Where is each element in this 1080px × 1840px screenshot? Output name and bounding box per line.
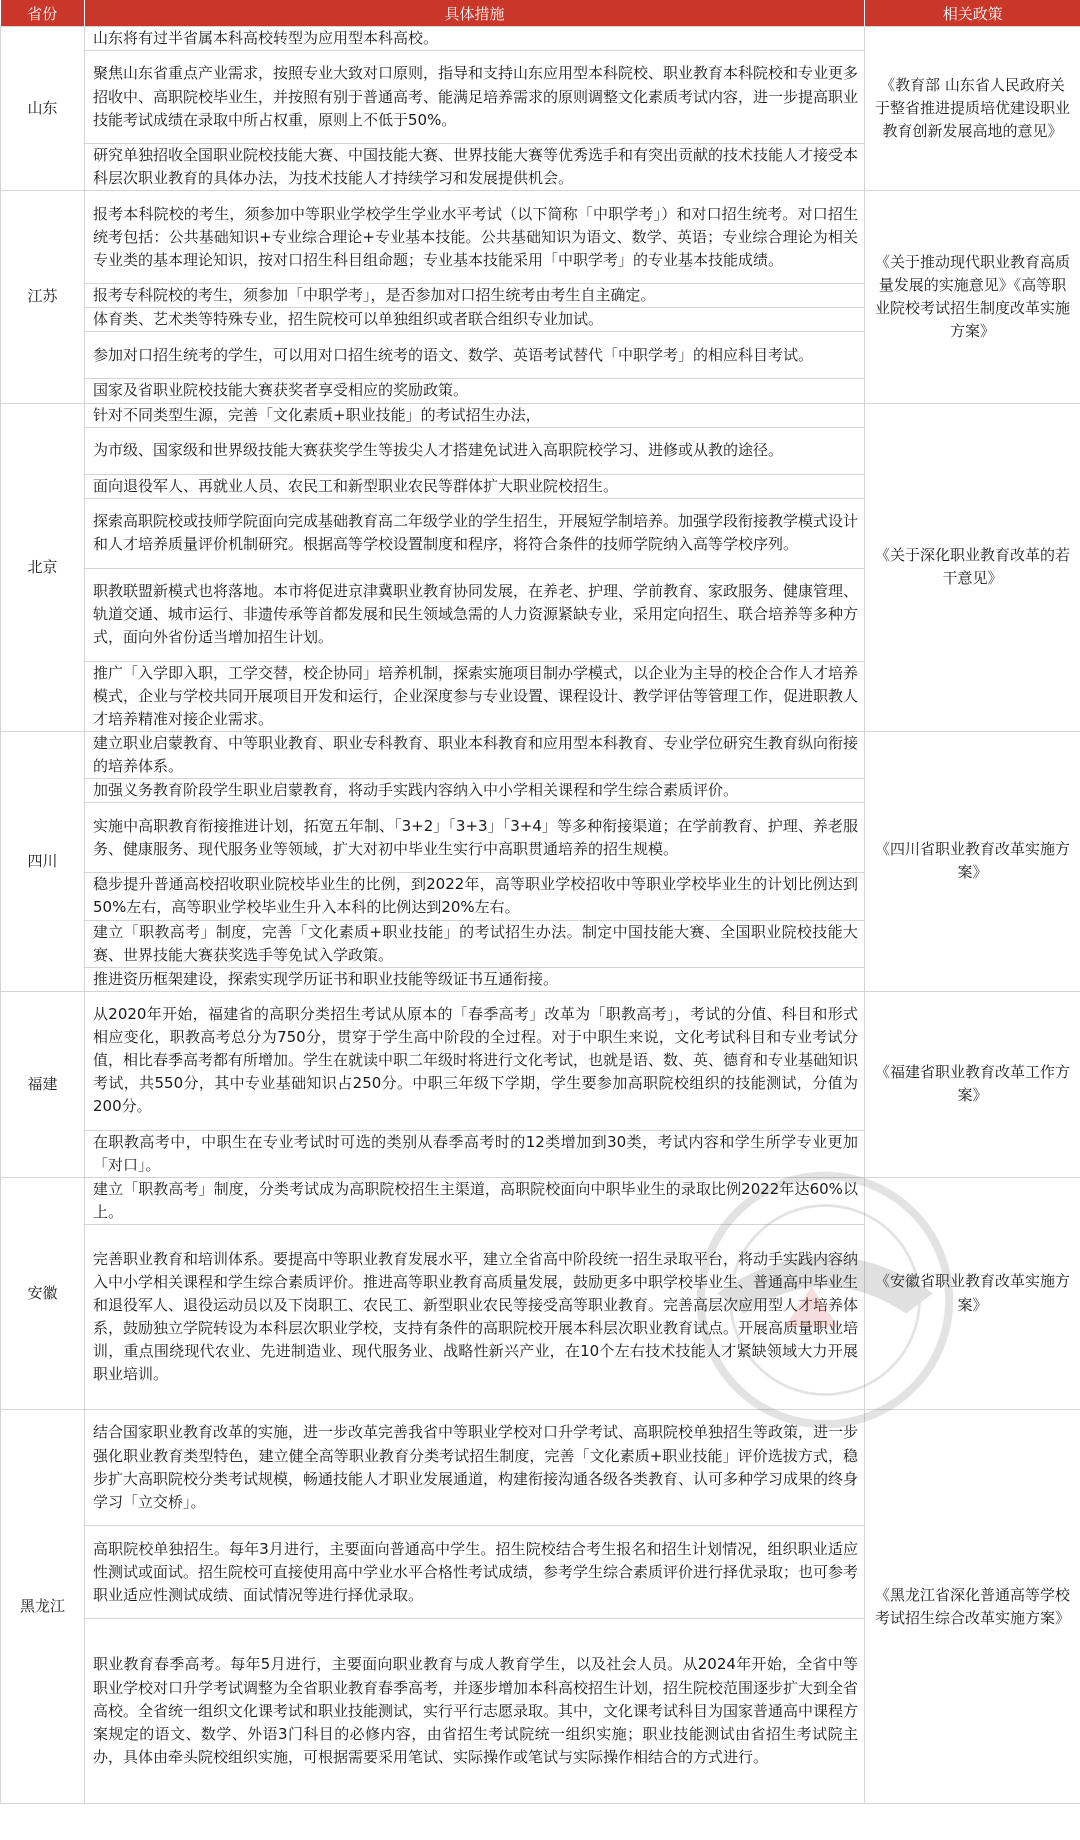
table-row (1, 191, 1080, 284)
policy-cell: 《黑龙江省深化普通高等学校考试招生综合改革实施方案》 (865, 1410, 1080, 1804)
province-cell: 四川 (1, 732, 85, 992)
table-header-row (1, 0, 1080, 27)
province-cell: 江苏 (1, 191, 85, 403)
measure-cell: 报考本科院校的考生，须参加中等职业学校学生学业水平考试（以下简称「中职学考」）和对口招生统考。对口招生统考包括：公共基础知识+专业综合理论+专业基本技能。公共基础知识为语文、数学、英语；专业综合理论为相关专业类的基本理论知识，按对口招生科目组命题；专业基本技能采用「中职学考」的专业基本技能成绩。 (85, 191, 865, 284)
measure-cell: 针对不同类型生源，完善「文化素质+职业技能」的考试招生办法， (85, 403, 865, 427)
measure-cell: 高职院校单独招生。每年3月进行，主要面向普通高中学生。招生院校结合考生报名和招生计划情况，组织职业适应性测试或面试。招生院校可直接使用高中学业水平合格性考试成绩，参考学生综合素质评价进行择优录取；也可参考职业适应性测试成绩、面试情况等进行择优录取。 (85, 1526, 865, 1619)
table-row (1, 1410, 1080, 1526)
measure-cell: 实施中高职教育衔接推进计划，拓宽五年制、「3+2」「3+3」「3+4」等多种衔接渠道；在学前教育、护理、养老服务、健康服务、现代服务业等领域，扩大对初中毕业生实行中高职贯通培养的招生规模。 (85, 803, 865, 873)
measure-cell: 加强义务教育阶段学生职业启蒙教育，将动手实践内容纳入中小学相关课程和学生综合素质评价。 (85, 779, 865, 803)
measure-cell: 国家及省职业院校技能大赛获奖者享受相应的奖励政策。 (85, 379, 865, 403)
measure-cell: 面向退役军人、再就业人员、农民工和新型职业农民等群体扩大职业院校招生。 (85, 474, 865, 498)
measure-cell: 推进资历框架建设，探索实现学历证书和职业技能等级证书互通衔接。 (85, 967, 865, 991)
policy-cell: 《关于深化职业教育改革的若干意见》 (865, 403, 1080, 731)
measure-cell: 报考专科院校的考生，须参加「中职学考」，是否参加对口招生统考由考生自主确定。 (85, 284, 865, 308)
measure-cell: 稳步提升普通高校招收职业院校毕业生的比例，到2022年，高等职业学校招收中等职业学校毕业生的计划比例达到50%左右，高等职业学校毕业生升入本科的比例达到20%左右。 (85, 873, 865, 920)
header-province: 省份 (1, 0, 85, 27)
measure-cell: 为市级、国家级和世界级技能大赛获奖学生等拔尖人才搭建免试进入高职院校学习、进修或从教的途径。 (85, 427, 865, 474)
province-cell: 黑龙江 (1, 1410, 85, 1804)
header-measures: 具体措施 (85, 0, 865, 27)
province-cell: 山东 (1, 27, 85, 191)
header-policy: 相关政策 (865, 0, 1080, 27)
measure-cell: 完善职业教育和培训体系。要提高中等职业教育发展水平，建立全省高中阶段统一招生录取平台，将动手实践内容纳入中小学相关课程和学生综合素质评价。推进高等职业教育高质量发展，鼓励更多中职学校毕业生、普通高中毕业生和退役军人、退役运动员以及下岗职工、农民工、新型职业农民等接受高等职业教育。完善高层次应用型人才培养体系，鼓励独立学院转设为本科层次职业学校，支持有条件的高职院校开展本科层次职业教育试点。开展高质量职业培训，重点围绕现代农业、先进制造业、现代服务业、战略性新兴产业，在10个左右技术技能人才紧缺领域大力开展职业培训。 (85, 1225, 865, 1410)
measure-cell: 探索高职院校或技师学院面向完成基础教育高二年级学业的学生招生，开展短学制培养。加强学段衔接教学模式设计和人才培养质量评价机制研究。根据高等学校设置制度和程序，将符合条件的技师学院纳入高等学校序列。 (85, 498, 865, 568)
policy-cell: 《四川省职业教育改革实施方案》 (865, 732, 1080, 992)
measure-cell: 职业教育春季高考。每年5月进行，主要面向职业教育与成人教育学生，以及社会人员。从2024年开始，全省中等职业学校对口升学考试调整为全省职业教育春季高考，并逐步增加本科高校招生计划，招生院校范围逐步扩大到全省高校。全省统一组织文化课考试和职业技能测试，实行平行志愿录取。其中，文化课考试科目为国家普通高中课程方案规定的语文、数学、外语3门科目的必修内容，由省招生考试院统一组织实施；职业技能测试由省招生考试院主办，具体由牵头院校组织实施，可根据需要采用笔试、实际操作或笔试与实际操作相结合的方式进行。 (85, 1619, 865, 1804)
province-cell: 安徽 (1, 1177, 85, 1409)
province-cell: 福建 (1, 991, 85, 1177)
policy-cell: 《关于推动现代职业教育高质量发展的实施意见》《高等职业院校考试招生制度改革实施方案》 (865, 191, 1080, 403)
province-cell: 北京 (1, 403, 85, 731)
measure-cell: 在职教高考中，中职生在专业考试时可选的类别从春季高考时的12类增加到30类，考试内容和学生所学专业更加「对口」。 (85, 1130, 865, 1177)
policy-cell: 《福建省职业教育改革工作方案》 (865, 991, 1080, 1177)
measure-cell: 建立「职教高考」制度，完善「文化素质+职业技能」的考试招生办法。制定中国技能大赛、全国职业院校技能大赛、世界技能大赛获奖选手等免试入学政策。 (85, 920, 865, 967)
measure-cell: 从2020年开始，福建省的高职分类招生考试从原本的「春季高考」改革为「职教高考」，考试的分值、科目和形式相应变化，职教高考总分为750分，贯穿于学生高中阶段的全过程。对于中职生来说，文化考试科目和专业考试分值，相比春季高考都有所增加。学生在就读中职二年级时将进行文化考试，也就是语、数、英、德育和专业基础知识考试，共550分，其中专业基础知识占250分。中职三年级下学期，学生要参加高职院校组织的技能测试，分值为200分。 (85, 991, 865, 1130)
measure-cell: 参加对口招生统考的学生，可以用对口招生统考的语文、数学、英语考试替代「中职学考」的相应科目考试。 (85, 332, 865, 379)
table-row (1, 991, 1080, 1130)
measure-cell: 研究单独招收全国职业院校技能大赛、中国技能大赛、世界技能大赛等优秀选手和有突出贡献的技术技能人才接受本科层次职业教育的具体办法，为技术技能人才持续学习和发展提供机会。 (85, 144, 865, 191)
measure-cell: 结合国家职业教育改革的实施，进一步改革完善我省中等职业学校对口升学考试、高职院校单独招生等政策，进一步强化职业教育类型特色，建立健全高等职业教育分类考试招生制度，完善「文化素质+职业技能」评价选拔方式，稳步扩大高职院校分类考试规模，畅通技能人才职业发展通道，构建衔接沟通各级各类教育、认可多种学习成果的终身学习「立交桥」。 (85, 1410, 865, 1526)
measure-cell: 聚焦山东省重点产业需求，按照专业大致对口原则，指导和支持山东应用型本科院校、职业教育本科院校和专业更多招收中、高职院校毕业生，并按照有别于普通高考、能满足培养需求的原则调整文化素质考试内容，进一步提高职业技能考试成绩在录取中所占权重，原则上不低于50%。 (85, 51, 865, 144)
measure-cell: 建立「职教高考」制度，分类考试成为高职院校招生主渠道，高职院校面向中职毕业生的录取比例2022年达60%以上。 (85, 1177, 865, 1224)
measure-cell: 体育类、艺术类等特殊专业，招生院校可以单独组织或者联合组织专业加试。 (85, 308, 865, 332)
measure-cell: 职教联盟新模式也将落地。本市将促进京津冀职业教育协同发展，在养老、护理、学前教育、家政服务、健康管理、轨道交通、城市运行、非遗传承等首都发展和民生领域急需的人力资源紧缺专业，采用定向招生、联合培养等多种方式，面向外省份适当增加招生计划。 (85, 568, 865, 661)
table-row (1, 403, 1080, 427)
table-row (1, 732, 1080, 779)
measure-cell: 推广「入学即入职，工学交替，校企协同」培养机制，探索实施项目制办学模式，以企业为主导的校企合作人才培养模式，企业与学校共同开展项目开发和运行，企业深度参与专业设置、课程设计、教学评估等管理工作，促进职教人才培养精准对接企业需求。 (85, 661, 865, 731)
policy-cell: 《安徽省职业教育改革实施方案》 (865, 1177, 1080, 1409)
measure-cell: 建立职业启蒙教育、中等职业教育、职业专科教育、职业本科教育和应用型本科教育、专业学位研究生教育纵向衔接的培养体系。 (85, 732, 865, 779)
measure-cell: 山东将有过半省属本科高校转型为应用型本科高校。 (85, 27, 865, 51)
policy-cell: 《教育部 山东省人民政府关于整省推进提质培优建设职业教育创新发展高地的意见》 (865, 27, 1080, 191)
table-row (1, 1177, 1080, 1224)
table-row (1, 27, 1080, 51)
